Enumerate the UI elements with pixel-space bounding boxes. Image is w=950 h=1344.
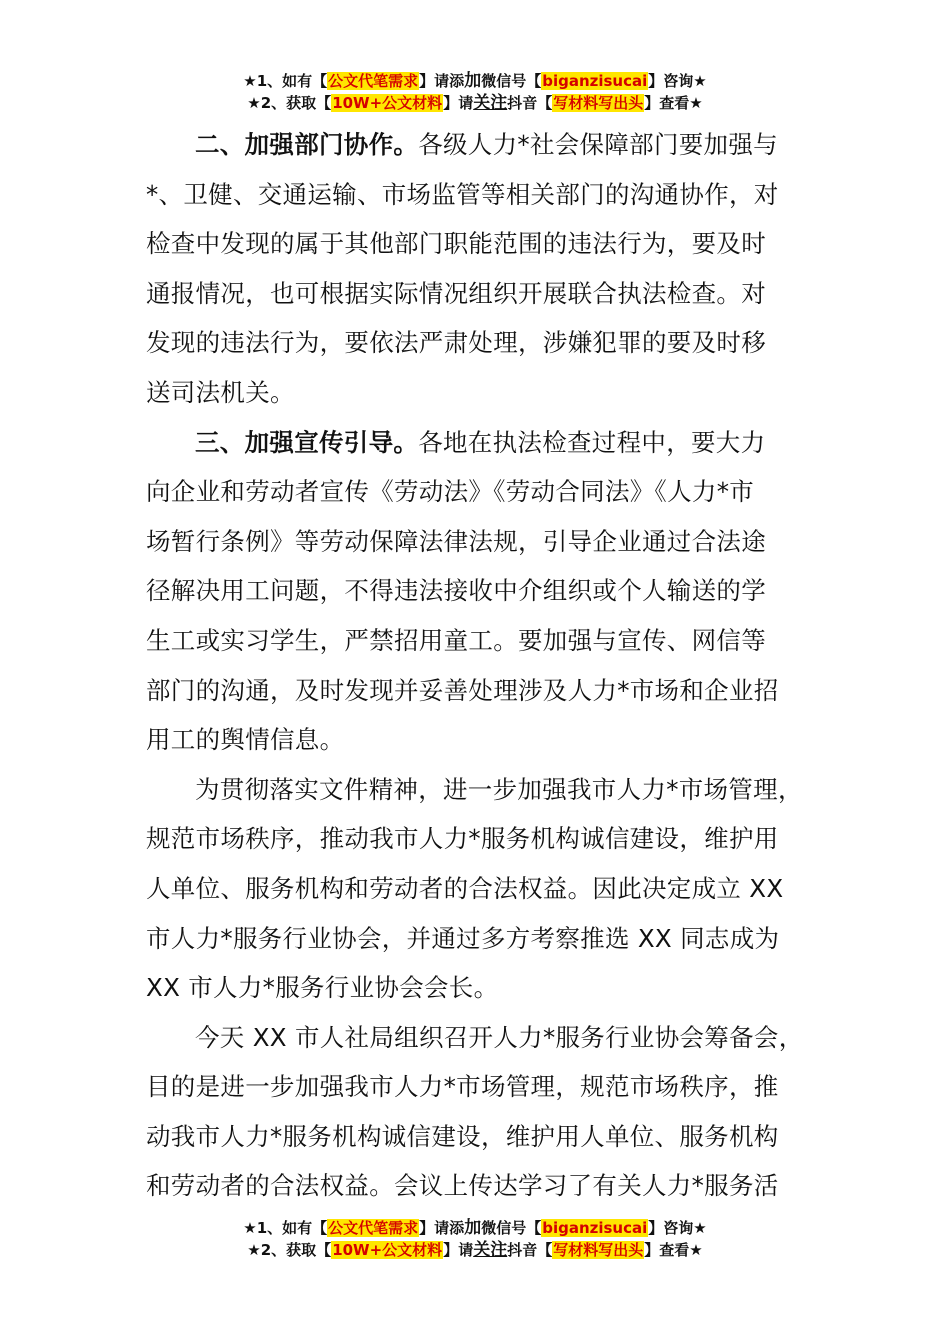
section-heading: 三、加强宣传引导。 (195, 427, 419, 457)
footer-promo-banner (0, 1217, 950, 1261)
paragraph-publicity-guidance: 三、加强宣传引导。各地在执法检查过程中，要大力 向企业和劳动者宣传《劳动法》《劳动合同法》《人力*市 场暂行条例》等劳动保障法律法规，引导企业通过合法途 径解决用工问题，不得违法接收中介组织或个人输送的学 生工或实习学生，严禁招用童工。要加强与宣传、网信等 部门的沟通，及时发现并妥善处理涉及人力*市场和企业招 用工的舆情信息。 (146, 427, 779, 755)
header-promo-banner (0, 70, 950, 114)
paragraph-preparatory-meeting: 今天 XX 市人社局组织召开人力*服务行业协会筹备会， 目的是进一步加强我市人力*市场管理，规范市场秩序，推 动我市人力*服务机构诚信建设，维护用人单位、服务机构 和劳动者的合法权益。会议上传达学习了有关人力*服务活 (146, 1022, 804, 1201)
paragraph-association-founding: 为贯彻落实文件精神，进一步加强我市人力*市场管理， 规范市场秩序，推动我市人力*服务机构诚信建设，维护用 人单位、服务机构和劳动者的合法权益。因此决定成立 XX 市人力*服务行业协会，并通过多方考察推选 XX 同志成为 XX 市人力*服务行业协会会长。 (146, 774, 803, 1003)
promo-line-1: ★1、如有【公文代笔需求】请添加微信号【biganzisucai】咨询★ (243, 1218, 707, 1238)
paragraph-department-coordination: 二、加强部门协作。各级人力*社会保障部门要加强与 *、卫健、交通运输、市场监管等相关部门的沟通协作，对 检查中发现的属于其他部门职能范围的违法行为，要及时 通报情况，也可根据实际情况组织开展联合执法检查。对 发现的违法行为，要依法严肃处理，涉嫌犯罪的要及时移 送司法机关。 (146, 130, 779, 407)
highlight-materials: 10W+公文材料 (332, 1241, 443, 1259)
highlight-douyin-account: 写材料写出头 (553, 94, 644, 112)
highlight-service: 公文代笔需求 (328, 72, 419, 90)
highlight-douyin-account: 写材料写出头 (553, 1241, 644, 1259)
promo-line-1: ★1、如有【公文代笔需求】请添加微信号【biganzisucai】咨询★ (243, 71, 707, 91)
highlight-materials: 10W+公文材料 (332, 94, 443, 112)
highlight-wechat-id: biganzisucai (542, 72, 648, 90)
section-heading: 二、加强部门协作。 (195, 130, 419, 159)
highlight-wechat-id: biganzisucai (542, 1219, 648, 1237)
highlight-service: 公文代笔需求 (328, 1219, 419, 1237)
document-body (146, 120, 806, 1211)
promo-line-2: ★2、获取【10W+公文材料】请关注抖音【写材料写出头】查看★ (247, 1240, 703, 1260)
promo-line-2: ★2、获取【10W+公文材料】请关注抖音【写材料写出头】查看★ (247, 93, 703, 113)
